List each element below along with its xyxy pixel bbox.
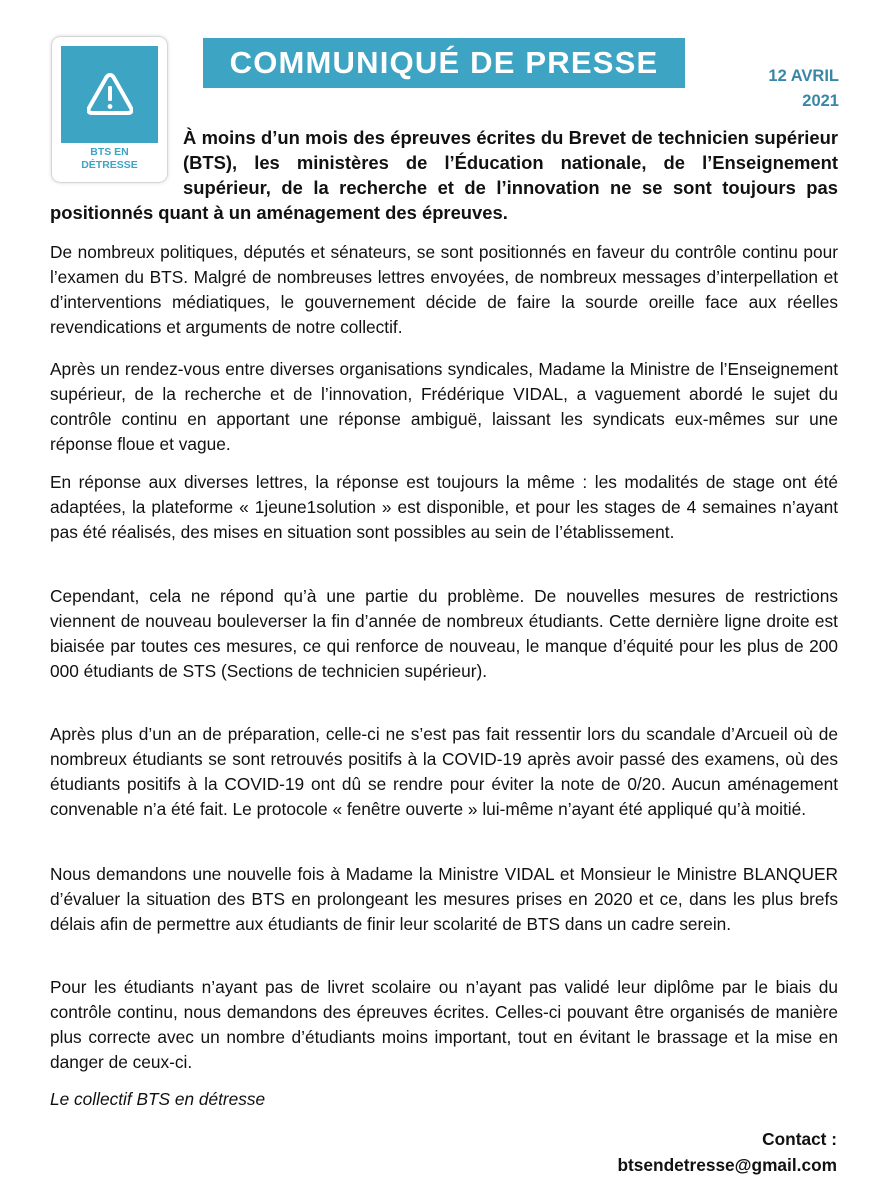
contact-label: Contact : [762,1129,837,1149]
logo-text-line1: BTS EN [90,146,129,158]
body-paragraph-3: En réponse aux diverses lettres, la réponse est toujours la même : les modalités de stage ont été adaptées, la plateforme « 1jeune1solution » est disponible, et pour les stages de 4 semaines n’ayant pas été réalisés, des mises en situation sont possibles au sein de l’établissement. [50,472,838,542]
contact-block [617,1126,837,1178]
release-date [719,64,839,114]
release-date-year: 2021 [802,92,839,110]
body-paragraph-2: Après un rendez-vous entre diverses organisations syndicales, Madame la Ministre de l’Enseignement supérieur, de la recherche et de l’innovation, Frédérique VIDAL, a vaguement abordé le sujet du contrôle continu en apportant une réponse ambiguë, laissant les syndicats eux-mêmes sur une réponse floue et vague. [50,359,838,454]
release-date-day-month: 12 AVRIL [768,67,839,85]
body-paragraph-1: De nombreux politiques, députés et sénateurs, se sont positionnés en faveur du contrôle continu pour l’examen du BTS. Malgré de nombreuses lettres envoyées, de nombreux messages d’interpellation et d’interventions médiatiques, le gouvernement décide de faire la sourde oreille face aux réelles revendications et arguments de notre collectif. [50,242,838,337]
lead-paragraph [50,125,838,225]
body-paragraph-5: Après plus d’un an de préparation, celle-ci ne s’est pas fait ressentir lors du scandale d’Arcueil où de nombreux étudiants se sont retrouvés positifs à la COVID-19 après avoir passé des examens, où des étudiants positifs à la COVID-19 ont dû se rendre pour éviter la note de 0/20. Aucun aménagement convenable n’a été fait. Le protocole « fenêtre ouverte » lui-même n’ayant été appliqué qu’à moitié. [50,724,838,819]
body-paragraph-7: Pour les étudiants n’ayant pas de livret scolaire ou n’ayant pas validé leur diplôme par le biais du contrôle continu, nous demandons des épreuves écrites. Celles-ci pouvant être organisés de manière plus correcte avec un nombre d’étudiants moins important, tout en évitant le brassage et la mise en danger de ceux-ci. [50,977,838,1072]
body-paragraph-6: Nous demandons une nouvelle fois à Madame la Ministre VIDAL et Monsieur le Ministre BLANQUER d’évaluer la situation des BTS en prolongeant les mesures prises en 2020 et ce, dans les plus brefs délais afin de permettre aux étudiants de finir leur scolarité de BTS dans un cadre serein. [50,864,838,934]
lead-text: À moins d’un mois des épreuves écrites du Brevet de technicien supérieur (BTS), les ministères de l’Éducation nationale, de l’Enseignement supérieur, de la recherche et de l’innovation ne se sont toujours pas positionnés quant à un aménagement des épreuves. [50,127,838,223]
logo-text-line2: DÉTRESSE [81,159,138,171]
contact-email[interactable]: btsendetresse@gmail.com [617,1155,837,1175]
body-paragraph-4: Cependant, cela ne répond qu’à une partie du problème. De nouvelles mesures de restrictions viennent de nouveau bouleverser la fin d’année de nombreux étudiants. Cette dernière ligne droite est biaisée par toutes ces mesures, ce qui renforce de nouveau, le manque d’équité pour les plus de 200 000 étudiants de STS (Sections de technicien supérieur). [50,586,838,681]
signature: Le collectif BTS en détresse [50,1089,266,1109]
press-release-title: COMMUNIQUÉ DE PRESSE [203,38,685,88]
warning-triangle-icon [87,73,133,115]
